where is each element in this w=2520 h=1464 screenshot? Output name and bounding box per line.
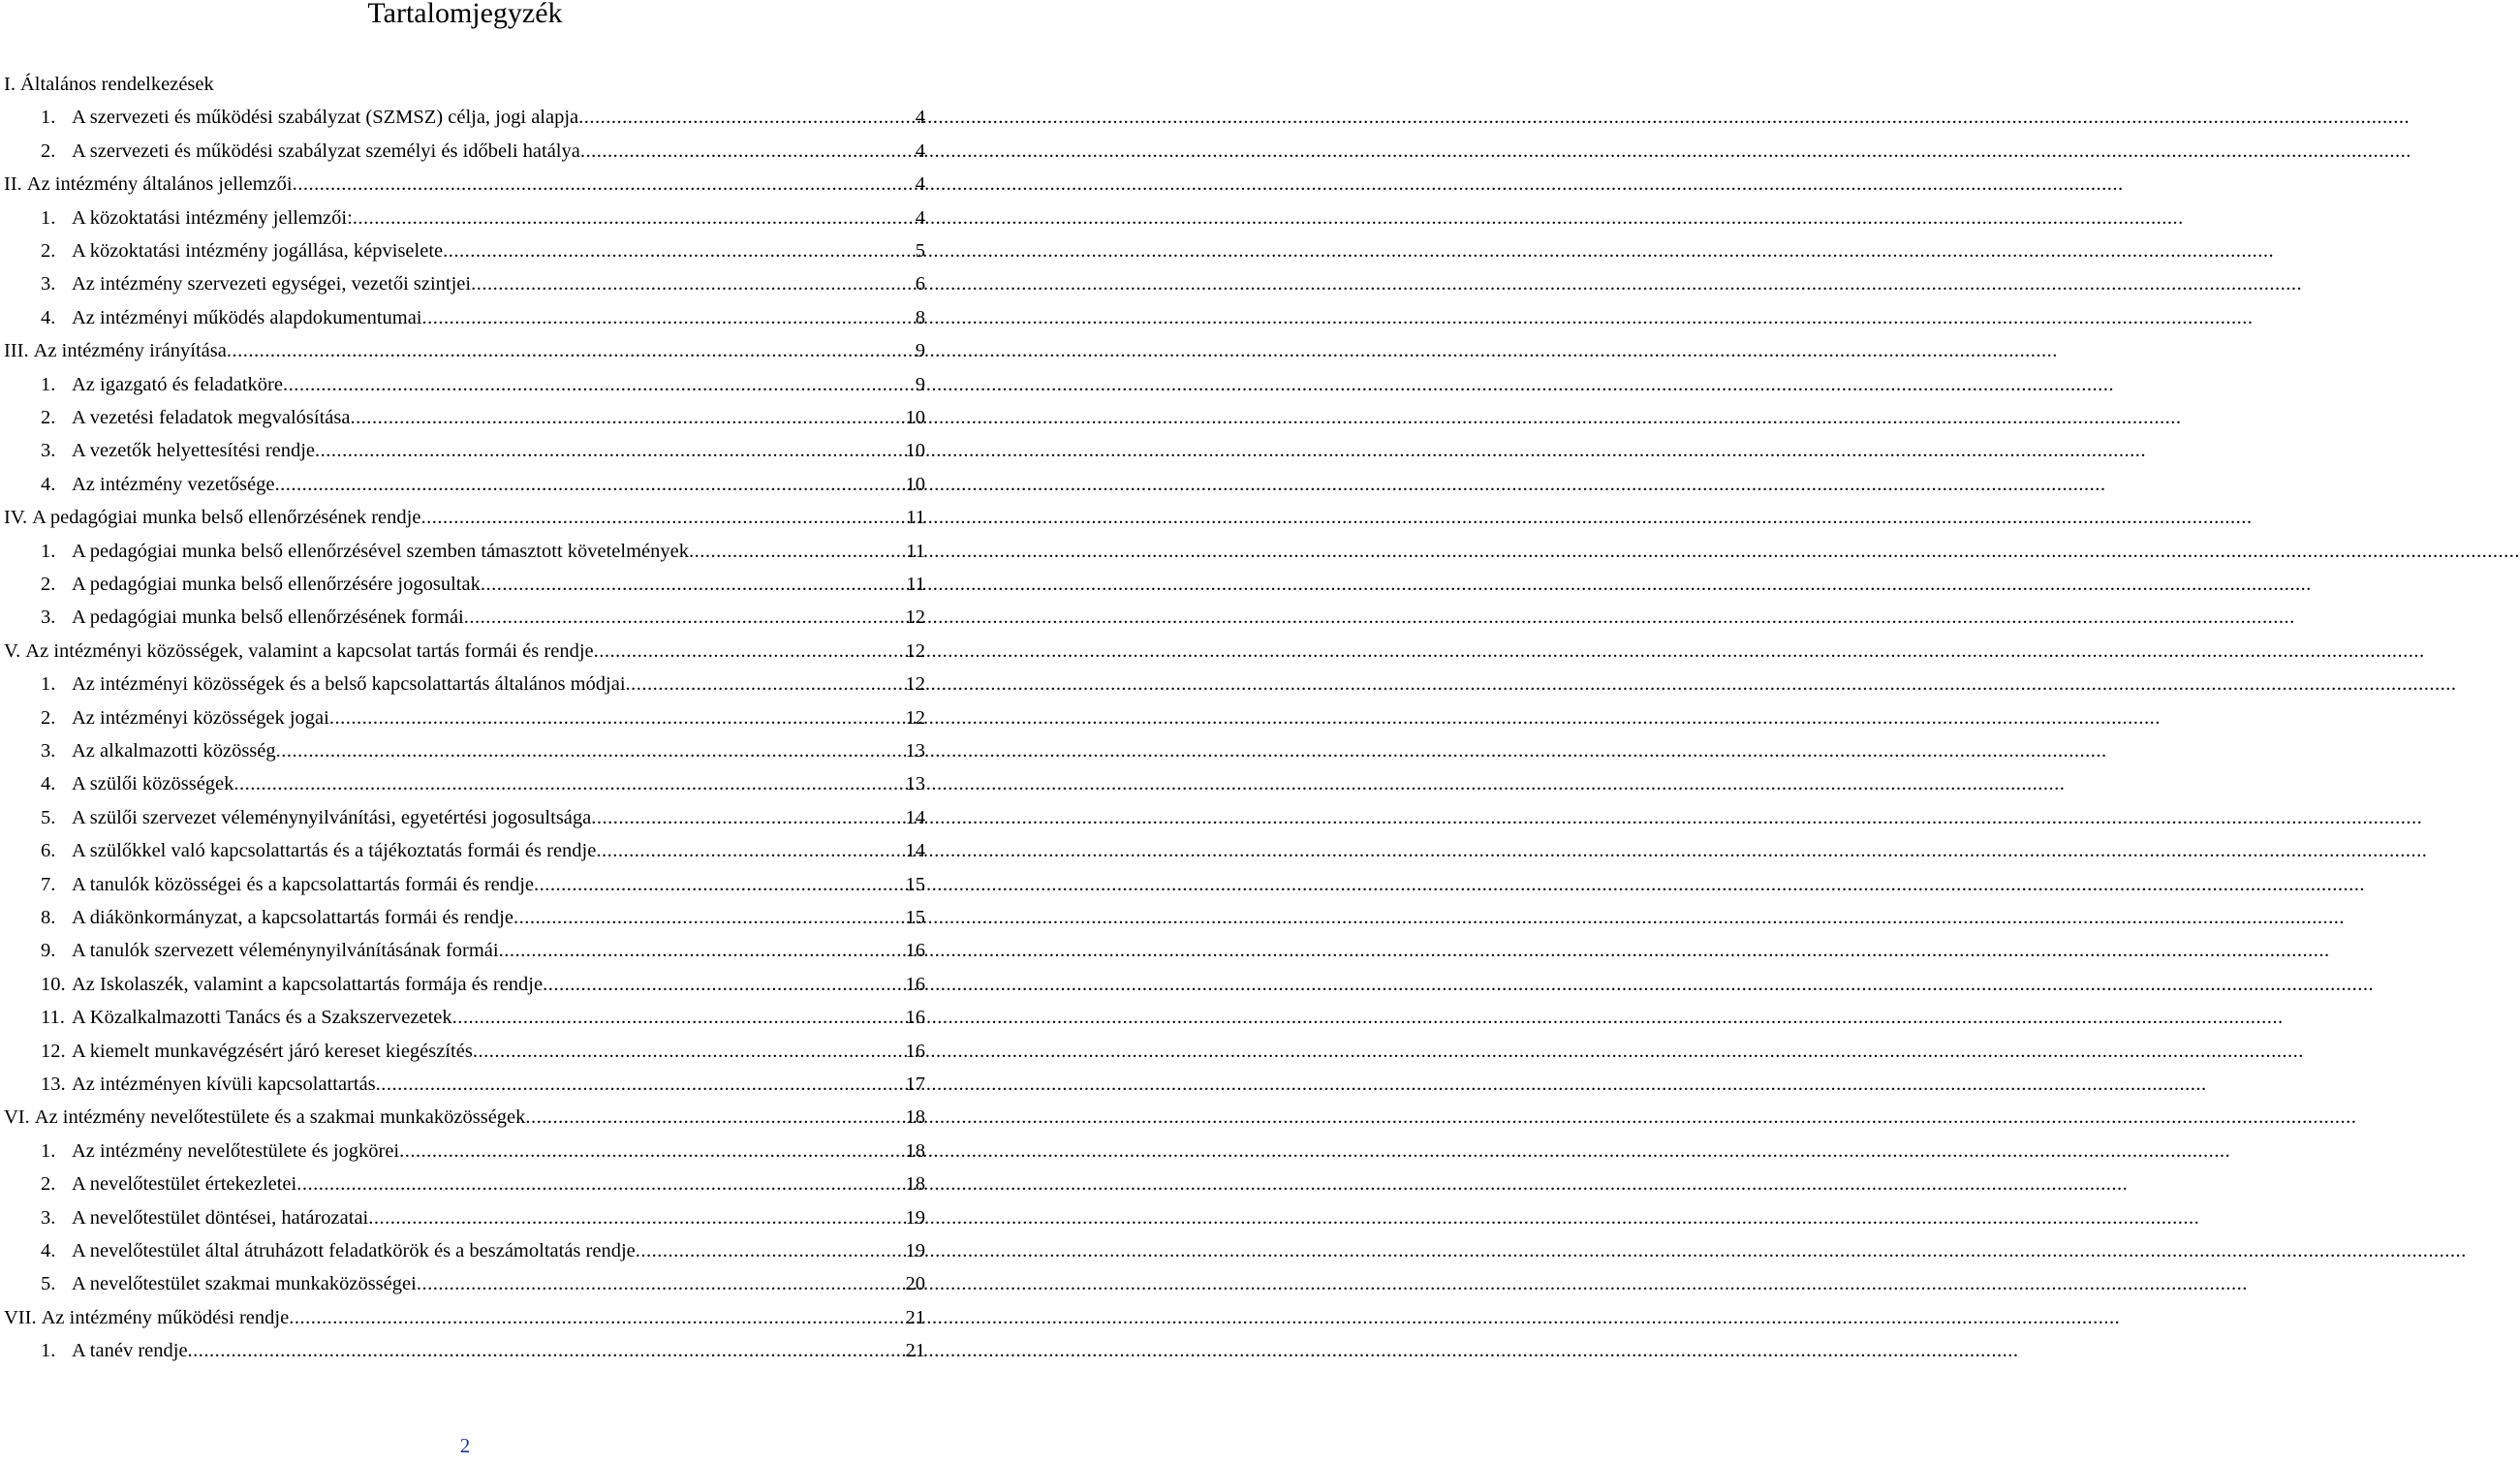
toc-section-entry[interactable] [0, 168, 925, 201]
toc-entry-page: 13 [905, 740, 925, 762]
toc-entry-page: 16 [905, 973, 925, 995]
toc-subsection-entry[interactable] [0, 1168, 925, 1200]
toc-entry-number: 4. [41, 1240, 56, 1262]
toc-section-entry[interactable] [0, 501, 925, 534]
toc-entry-number: 1. [41, 373, 56, 395]
toc-subsection-entry[interactable] [0, 135, 925, 168]
toc-entry-page: 5 [915, 240, 925, 262]
toc-subsection-entry[interactable] [0, 868, 925, 901]
toc-dot-leader [578, 101, 914, 134]
toc-entry-title: A szülőkkel való kapcsolattartás és a tájékoztatás formái és rendje [72, 840, 597, 862]
toc-dot-leader [513, 901, 904, 934]
toc-entry-number: 3. [41, 440, 56, 462]
toc-dot-leader [315, 434, 903, 467]
toc-entry-number: 1. [41, 107, 56, 129]
toc-dot-leader [452, 1001, 904, 1034]
toc-entry-page: 19 [905, 1240, 925, 1262]
toc-dot-leader [534, 868, 903, 901]
toc-entry-page: 11 [906, 540, 925, 562]
toc-subsection-entry[interactable] [0, 1267, 925, 1300]
toc-entry-number: II. [4, 173, 22, 196]
toc-entry-page: 21 [905, 1306, 925, 1328]
toc-entry-title: Az intézményi közösségek és a belső kapcsolattartás általános módjai [72, 673, 626, 696]
toc-entry-page: 11 [906, 507, 925, 529]
toc-entry-title: A nevelőtestület szakmai munkaközösségei [72, 1273, 417, 1295]
toc-entry-number: VI. [4, 1106, 30, 1129]
toc-dot-leader [689, 535, 904, 568]
toc-entry-number: 1. [41, 673, 56, 696]
toc-entry-page: 21 [905, 1340, 925, 1362]
toc-entry-number: 4. [41, 773, 56, 795]
toc-entry-page: 10 [905, 407, 925, 428]
toc-entry-number: 11. [41, 1007, 65, 1029]
toc-entry-page: 17 [905, 1074, 925, 1095]
toc-entry-title: A szülői közösségek [72, 773, 234, 795]
toc-entry-page: 12 [905, 706, 925, 729]
toc-entry-title: A pedagógiai munka belső ellenőrzésének formái [72, 607, 464, 629]
toc-entry-number: 2. [41, 574, 56, 595]
toc-entry-title: A pedagógiai munka belső ellenőrzésével szemben támasztott követelmények [72, 540, 689, 562]
toc-entry-number: 2. [41, 240, 56, 262]
toc-entry-number: V. [4, 639, 21, 662]
toc-entry-number: 3. [41, 273, 56, 296]
toc-dot-leader [293, 168, 914, 201]
toc-entry-number: 7. [41, 873, 56, 895]
toc-subsection-entry[interactable] [0, 368, 925, 401]
toc-entry-number: IV. [4, 507, 28, 529]
toc-entry-page: 12 [905, 673, 925, 696]
toc-subsection-entry[interactable] [0, 1001, 925, 1034]
toc-entry-page: 15 [905, 873, 925, 895]
toc-entry-page: 14 [905, 806, 925, 828]
toc-dot-leader [473, 1035, 904, 1068]
toc-dot-leader [596, 834, 903, 867]
toc-entry-number: III. [4, 340, 29, 362]
toc-entry-number: I. [4, 74, 16, 95]
toc-subsection-entry[interactable] [0, 801, 925, 834]
toc-dot-leader [417, 1267, 904, 1300]
toc-entry-number: 10. [41, 973, 66, 995]
toc-subsection-entry[interactable] [0, 401, 925, 434]
toc-entry-title: A szülői szervezet véleménynyilvánítási, egyetértési jogosultsága [72, 806, 592, 828]
toc-entry-page: 18 [905, 1173, 925, 1196]
toc-subsection-entry[interactable] [0, 1035, 925, 1068]
toc-dot-leader [525, 1101, 903, 1134]
toc-entry-title: Az intézmény nevelőtestülete és jogkörei [72, 1139, 400, 1162]
document-title: Tartalomjegyzék [367, 0, 563, 29]
toc-subsection-entry[interactable] [0, 767, 925, 800]
toc-subsection-entry[interactable] [0, 901, 925, 934]
toc-entry-title: Az igazgató és feladatköre [72, 373, 283, 395]
toc-subsection-entry[interactable] [0, 202, 925, 234]
toc-entry-page: 12 [905, 607, 925, 629]
toc-dot-leader [420, 501, 904, 534]
toc-dot-leader [233, 767, 903, 800]
toc-subsection-entry[interactable] [0, 535, 925, 568]
toc-subsection-entry[interactable] [0, 601, 925, 634]
toc-entry-title: Az intézmény szervezeti egységei, vezetői szintjei [72, 273, 472, 296]
toc-entry-number: 9. [41, 940, 56, 962]
toc-entry-page: 10 [905, 473, 925, 495]
toc-dot-leader [329, 701, 904, 734]
toc-subsection-entry[interactable] [0, 968, 925, 1001]
toc-dot-leader [368, 1201, 903, 1234]
toc-dot-leader [580, 135, 914, 168]
toc-subsection-entry[interactable] [0, 1201, 925, 1234]
toc-entry-page: 16 [905, 940, 925, 962]
toc-dot-leader [283, 368, 914, 401]
toc-entry-title: Az intézmény nevelőtestülete és a szakmai munkaközösségek [34, 1106, 526, 1129]
toc-subsection-entry[interactable] [0, 668, 925, 701]
toc-entry-page: 11 [906, 574, 925, 595]
toc-entry-title: Az intézmény irányítása [33, 340, 227, 362]
toc-entry-title: A vezetési feladatok megvalósítása [72, 407, 351, 428]
toc-entry-number: 4. [41, 306, 56, 328]
toc-dot-leader [399, 1135, 903, 1168]
toc-dot-leader [481, 568, 904, 601]
toc-entry-number: 1. [41, 540, 56, 562]
toc-entry-title: A vezetők helyettesítési rendje [72, 440, 316, 462]
toc-entry-number: VII. [4, 1306, 37, 1328]
toc-entry-title: A Közalkalmazotti Tanács és a Szakszervezetek [72, 1007, 452, 1029]
toc-entry-number: 1. [41, 1139, 56, 1162]
toc-section-entry[interactable] [0, 635, 925, 668]
toc-entry-number: 2. [41, 140, 56, 162]
toc-entry-title: A pedagógiai munka belső ellenőrzésének rendje [32, 507, 421, 529]
toc-entry-title: Az Iskolaszék, valamint a kapcsolattartás formája és rendje [72, 973, 544, 995]
toc-subsection-entry[interactable] [0, 568, 925, 601]
toc-subsection-entry[interactable] [0, 434, 925, 467]
toc-entry-title: A szervezeti és működési szabályzat személyi és időbeli hatálya [72, 140, 580, 162]
toc-dot-leader [289, 1301, 903, 1334]
toc-entry-page: 16 [905, 1007, 925, 1029]
toc-entry-page: 4 [915, 206, 925, 229]
toc-entry-title: A nevelőtestület döntései, határozatai [72, 1206, 369, 1229]
toc-entry-number: 1. [41, 206, 56, 229]
toc-dot-leader [499, 934, 904, 967]
page-number: 2 [459, 1434, 471, 1457]
toc-entry-page: 8 [915, 306, 925, 328]
toc-section-entry[interactable] [0, 68, 925, 101]
toc-subsection-entry[interactable] [0, 734, 925, 767]
toc-entry-number: 12. [41, 1040, 66, 1062]
toc-entry-number: 13. [41, 1074, 66, 1095]
toc-entry-number: 6. [41, 840, 56, 862]
toc-entry-page: 10 [905, 440, 925, 462]
toc-subsection-entry[interactable] [0, 468, 925, 501]
toc-entry-page: 4 [915, 173, 925, 196]
toc-entry-title: Az alkalmazotti közösség [72, 740, 276, 762]
toc-dot-leader [591, 801, 903, 834]
toc-dot-leader [227, 334, 914, 367]
toc-entry-page: 9 [915, 340, 925, 362]
toc-dot-leader [443, 234, 914, 267]
toc-entry-title: A nevelőtestület által átruházott feladatkörök és a beszámoltatás rendje [72, 1240, 636, 1262]
toc-entry-title: Az intézményi közösségek jogai [72, 706, 329, 729]
toc-entry-title: A szervezeti és működési szabályzat (SZMSZ) célja, jogi alapja [72, 107, 579, 129]
toc-dot-leader [274, 468, 903, 501]
toc-entry-number: 3. [41, 1206, 56, 1229]
toc-subsection-entry[interactable] [0, 301, 925, 334]
toc-dot-leader [350, 401, 903, 434]
toc-entry-title: A tanulók szervezett véleménynyilvánításának formái [72, 940, 499, 962]
toc-section-entry[interactable] [0, 334, 925, 367]
toc-entry-number: 4. [41, 473, 56, 495]
toc-subsection-entry[interactable] [0, 1068, 925, 1101]
toc-entry-title: A nevelőtestület értekezletei [72, 1173, 297, 1196]
toc-entry-page: 16 [905, 1040, 925, 1062]
toc-entry-title: Az intézményi működés alapdokumentumai [72, 306, 422, 328]
toc-entry-title: Az intézmény vezetősége [72, 473, 275, 495]
toc-entry-title: A diákönkormányzat, a kapcsolattartás formái és rendje [72, 907, 513, 928]
toc-section-entry[interactable] [0, 1301, 925, 1334]
toc-entry-title: Az intézményen kívüli kapcsolattartás [72, 1074, 376, 1095]
toc-dot-leader [296, 1168, 903, 1200]
toc-dot-leader [636, 1234, 904, 1267]
toc-entry-title: A kiemelt munkavégzésért járó kereset kiegészítés [72, 1040, 473, 1062]
toc-dot-leader [471, 267, 914, 300]
toc-subsection-entry[interactable] [0, 834, 925, 867]
toc-dot-leader [543, 968, 903, 1001]
toc-subsection-entry[interactable] [0, 934, 925, 967]
toc-dot-leader [594, 635, 904, 668]
toc-entry-title: A tanulók közösségei és a kapcsolattartás formái és rendje [72, 873, 535, 895]
toc-entry-page: 18 [905, 1139, 925, 1162]
toc-entry-number: 3. [41, 607, 56, 629]
toc-entry-title: A pedagógiai munka belső ellenőrzésére jogosultak [72, 574, 481, 595]
toc-subsection-entry[interactable] [0, 701, 925, 734]
toc-subsection-entry[interactable] [0, 1234, 925, 1267]
toc-dot-leader [422, 301, 914, 334]
toc-entry-page: 13 [905, 773, 925, 795]
toc-entry-title: Az intézmény működési rendje [41, 1306, 290, 1328]
toc-entry-number: 2. [41, 407, 56, 428]
toc-dot-leader [188, 1334, 904, 1367]
toc-entry-page: 19 [905, 1206, 925, 1229]
toc-entry-number: 2. [41, 706, 56, 729]
toc-dot-leader [276, 734, 904, 767]
toc-dot-leader [626, 668, 904, 701]
toc-entry-number: 2. [41, 1173, 56, 1196]
toc-subsection-entry[interactable] [0, 101, 925, 134]
toc-subsection-entry[interactable] [0, 1135, 925, 1168]
toc-entry-number: 5. [41, 1273, 56, 1295]
toc-subsection-entry[interactable] [0, 1334, 925, 1367]
toc-subsection-entry[interactable] [0, 267, 925, 300]
toc-entry-title: A közoktatási intézmény jellemzői: [72, 206, 353, 229]
toc-entry-page: 12 [905, 639, 925, 662]
toc-entry-page: 4 [915, 107, 925, 129]
toc-entry-title: Az intézményi közösségek, valamint a kapcsolat tartás formái és rendje [25, 639, 594, 662]
toc-entry-number: 8. [41, 907, 56, 928]
toc-dot-leader [376, 1068, 904, 1101]
toc-entry-number: 5. [41, 806, 56, 828]
toc-dot-leader [464, 601, 904, 634]
toc-entry-page: 20 [905, 1273, 925, 1295]
toc-entry-page: 4 [915, 140, 925, 162]
toc-entry-page: 18 [905, 1106, 925, 1129]
toc-entry-title: A tanév rendje [72, 1340, 188, 1362]
toc-entry-number: 1. [41, 1340, 56, 1362]
toc-entry-page: 15 [905, 907, 925, 928]
toc-entry-number: 3. [41, 740, 56, 762]
toc-entry-page: 6 [915, 273, 925, 296]
toc-section-entry[interactable] [0, 1101, 925, 1134]
toc-entry-title: A közoktatási intézmény jogállása, képviselete [72, 240, 444, 262]
toc-entry-page: 9 [915, 373, 925, 395]
toc-entry-title: Általános rendelkezések [19, 74, 214, 95]
toc-subsection-entry[interactable] [0, 234, 925, 267]
toc-entry-title: Az intézmény általános jellemzői [26, 173, 293, 196]
toc-dot-leader [353, 202, 914, 234]
toc-entry-page: 14 [905, 840, 925, 862]
